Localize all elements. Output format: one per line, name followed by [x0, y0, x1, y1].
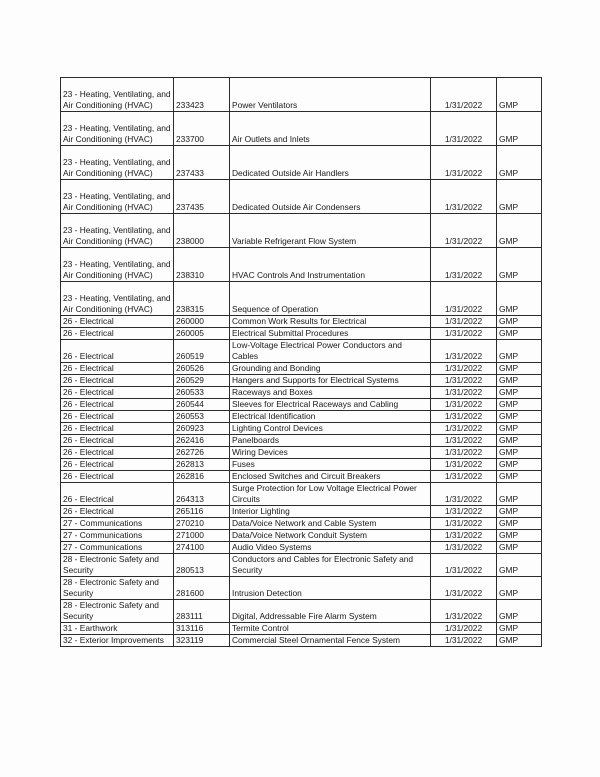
section-number-cell: 262813: [174, 459, 230, 471]
section-name-cell: HVAC Controls And Instrumentation: [230, 248, 431, 282]
section-number-cell: 260923: [174, 423, 230, 435]
date-cell: 1/31/2022: [431, 387, 497, 399]
package-type-cell: GMP: [497, 459, 542, 471]
table-row: [61, 554, 542, 577]
table-row: [61, 146, 542, 180]
package-type-cell: GMP: [497, 447, 542, 459]
division-cell: 28 - Electronic Safety and Security: [61, 554, 174, 577]
division-cell: 26 - Electrical: [61, 459, 174, 471]
section-name-cell: Dedicated Outside Air Condensers: [230, 180, 431, 214]
table-row: [61, 518, 542, 530]
package-type-cell: GMP: [497, 180, 542, 214]
package-type-cell: GMP: [497, 248, 542, 282]
package-type-cell: GMP: [497, 506, 542, 518]
table-row: [61, 435, 542, 447]
section-name-cell: Electrical Identification: [230, 411, 431, 423]
division-cell: 27 - Communications: [61, 542, 174, 554]
package-type-cell: GMP: [497, 600, 542, 623]
table-row: [61, 459, 542, 471]
package-type-cell: GMP: [497, 635, 542, 647]
section-name-cell: Conductors and Cables for Electronic Safety and Security: [230, 554, 431, 577]
section-number-cell: 238000: [174, 214, 230, 248]
section-name-cell: Common Work Results for Electrical: [230, 316, 431, 328]
section-name-cell: Wiring Devices: [230, 447, 431, 459]
table-row: [61, 542, 542, 554]
specification-schedule-table: [60, 77, 542, 647]
table-row: [61, 411, 542, 423]
table-row: [61, 282, 542, 316]
division-cell: 26 - Electrical: [61, 423, 174, 435]
date-cell: 1/31/2022: [431, 435, 497, 447]
date-cell: 1/31/2022: [431, 146, 497, 180]
section-name-cell: Intrusion Detection: [230, 577, 431, 600]
table-row: [61, 363, 542, 375]
section-number-cell: 260544: [174, 399, 230, 411]
section-name-cell: Interior Lighting: [230, 506, 431, 518]
section-number-cell: 260529: [174, 375, 230, 387]
date-cell: 1/31/2022: [431, 248, 497, 282]
date-cell: 1/31/2022: [431, 423, 497, 435]
division-cell: 23 - Heating, Ventilating, and Air Conditioning (HVAC): [61, 146, 174, 180]
section-name-cell: Data/Voice Network Conduit System: [230, 530, 431, 542]
table-row: [61, 248, 542, 282]
section-name-cell: Fuses: [230, 459, 431, 471]
section-number-cell: 265116: [174, 506, 230, 518]
package-type-cell: GMP: [497, 316, 542, 328]
division-cell: 26 - Electrical: [61, 363, 174, 375]
date-cell: 1/31/2022: [431, 542, 497, 554]
date-cell: 1/31/2022: [431, 411, 497, 423]
section-number-cell: 313116: [174, 623, 230, 635]
section-name-cell: Electrical Submittal Procedures: [230, 328, 431, 340]
date-cell: 1/31/2022: [431, 282, 497, 316]
package-type-cell: GMP: [497, 399, 542, 411]
date-cell: 1/31/2022: [431, 554, 497, 577]
table-row: [61, 375, 542, 387]
package-type-cell: GMP: [497, 435, 542, 447]
package-type-cell: GMP: [497, 146, 542, 180]
section-number-cell: 270210: [174, 518, 230, 530]
package-type-cell: GMP: [497, 375, 542, 387]
section-number-cell: 280513: [174, 554, 230, 577]
table-row: [61, 577, 542, 600]
section-name-cell: Variable Refrigerant Flow System: [230, 214, 431, 248]
date-cell: 1/31/2022: [431, 447, 497, 459]
section-number-cell: 260005: [174, 328, 230, 340]
table-row: [61, 112, 542, 146]
division-cell: 23 - Heating, Ventilating, and Air Conditioning (HVAC): [61, 112, 174, 146]
package-type-cell: GMP: [497, 78, 542, 112]
date-cell: 1/31/2022: [431, 375, 497, 387]
package-type-cell: GMP: [497, 623, 542, 635]
table-row: [61, 600, 542, 623]
date-cell: 1/31/2022: [431, 530, 497, 542]
date-cell: 1/31/2022: [431, 506, 497, 518]
date-cell: 1/31/2022: [431, 340, 497, 363]
section-name-cell: Commercial Steel Ornamental Fence System: [230, 635, 431, 647]
division-cell: 26 - Electrical: [61, 340, 174, 363]
date-cell: 1/31/2022: [431, 623, 497, 635]
date-cell: 1/31/2022: [431, 600, 497, 623]
section-number-cell: 237433: [174, 146, 230, 180]
date-cell: 1/31/2022: [431, 471, 497, 483]
date-cell: 1/31/2022: [431, 328, 497, 340]
date-cell: 1/31/2022: [431, 180, 497, 214]
section-name-cell: Grounding and Bonding: [230, 363, 431, 375]
package-type-cell: GMP: [497, 282, 542, 316]
table-row: [61, 328, 542, 340]
section-number-cell: 238310: [174, 248, 230, 282]
section-name-cell: Surge Protection for Low Voltage Electrical Power Circuits: [230, 483, 431, 506]
section-number-cell: 262416: [174, 435, 230, 447]
division-cell: 26 - Electrical: [61, 483, 174, 506]
section-number-cell: 262816: [174, 471, 230, 483]
division-cell: 26 - Electrical: [61, 328, 174, 340]
section-name-cell: Raceways and Boxes: [230, 387, 431, 399]
section-name-cell: Termite Control: [230, 623, 431, 635]
package-type-cell: GMP: [497, 112, 542, 146]
table-row: [61, 506, 542, 518]
section-number-cell: 260000: [174, 316, 230, 328]
date-cell: 1/31/2022: [431, 316, 497, 328]
table-row: [61, 623, 542, 635]
table-row: [61, 340, 542, 363]
package-type-cell: GMP: [497, 471, 542, 483]
table-row: [61, 471, 542, 483]
division-cell: 26 - Electrical: [61, 411, 174, 423]
table-row: [61, 214, 542, 248]
section-number-cell: 233700: [174, 112, 230, 146]
table-row: [61, 530, 542, 542]
division-cell: 26 - Electrical: [61, 387, 174, 399]
section-name-cell: Lighting Control Devices: [230, 423, 431, 435]
package-type-cell: GMP: [497, 328, 542, 340]
division-cell: 23 - Heating, Ventilating, and Air Conditioning (HVAC): [61, 214, 174, 248]
table-row: [61, 635, 542, 647]
package-type-cell: GMP: [497, 387, 542, 399]
section-name-cell: Hangers and Supports for Electrical Systems: [230, 375, 431, 387]
package-type-cell: GMP: [497, 577, 542, 600]
section-number-cell: 323119: [174, 635, 230, 647]
division-cell: 26 - Electrical: [61, 471, 174, 483]
section-name-cell: Air Outlets and Inlets: [230, 112, 431, 146]
package-type-cell: GMP: [497, 483, 542, 506]
table-row: [61, 316, 542, 328]
date-cell: 1/31/2022: [431, 483, 497, 506]
date-cell: 1/31/2022: [431, 363, 497, 375]
division-cell: 31 - Earthwork: [61, 623, 174, 635]
section-number-cell: 238315: [174, 282, 230, 316]
table-row: [61, 483, 542, 506]
date-cell: 1/31/2022: [431, 78, 497, 112]
division-cell: 26 - Electrical: [61, 435, 174, 447]
division-cell: 23 - Heating, Ventilating, and Air Conditioning (HVAC): [61, 282, 174, 316]
section-number-cell: 260533: [174, 387, 230, 399]
division-cell: 23 - Heating, Ventilating, and Air Conditioning (HVAC): [61, 180, 174, 214]
date-cell: 1/31/2022: [431, 459, 497, 471]
package-type-cell: GMP: [497, 214, 542, 248]
section-name-cell: Dedicated Outside Air Handlers: [230, 146, 431, 180]
section-number-cell: 281600: [174, 577, 230, 600]
section-number-cell: 233423: [174, 78, 230, 112]
division-cell: 26 - Electrical: [61, 506, 174, 518]
date-cell: 1/31/2022: [431, 577, 497, 600]
division-cell: 26 - Electrical: [61, 447, 174, 459]
date-cell: 1/31/2022: [431, 112, 497, 146]
date-cell: 1/31/2022: [431, 635, 497, 647]
division-cell: 23 - Heating, Ventilating, and Air Conditioning (HVAC): [61, 78, 174, 112]
date-cell: 1/31/2022: [431, 518, 497, 530]
section-number-cell: 271000: [174, 530, 230, 542]
table-row: [61, 180, 542, 214]
division-cell: 23 - Heating, Ventilating, and Air Conditioning (HVAC): [61, 248, 174, 282]
package-type-cell: GMP: [497, 423, 542, 435]
package-type-cell: GMP: [497, 542, 542, 554]
package-type-cell: GMP: [497, 340, 542, 363]
section-number-cell: 237435: [174, 180, 230, 214]
section-number-cell: 274100: [174, 542, 230, 554]
section-name-cell: Enclosed Switches and Circuit Breakers: [230, 471, 431, 483]
package-type-cell: GMP: [497, 530, 542, 542]
division-cell: 26 - Electrical: [61, 316, 174, 328]
package-type-cell: GMP: [497, 554, 542, 577]
section-name-cell: Digital, Addressable Fire Alarm System: [230, 600, 431, 623]
section-name-cell: Data/Voice Network and Cable System: [230, 518, 431, 530]
division-cell: 28 - Electronic Safety and Security: [61, 600, 174, 623]
section-name-cell: Power Ventilators: [230, 78, 431, 112]
section-name-cell: Audio Video Systems: [230, 542, 431, 554]
package-type-cell: GMP: [497, 518, 542, 530]
date-cell: 1/31/2022: [431, 214, 497, 248]
table-row: [61, 447, 542, 459]
table-row: [61, 423, 542, 435]
table-row: [61, 387, 542, 399]
section-number-cell: 260519: [174, 340, 230, 363]
division-cell: 28 - Electronic Safety and Security: [61, 577, 174, 600]
division-cell: 32 - Exterior Improvements: [61, 635, 174, 647]
package-type-cell: GMP: [497, 411, 542, 423]
section-number-cell: 260526: [174, 363, 230, 375]
section-number-cell: 262726: [174, 447, 230, 459]
package-type-cell: GMP: [497, 363, 542, 375]
date-cell: 1/31/2022: [431, 399, 497, 411]
section-name-cell: Panelboards: [230, 435, 431, 447]
division-cell: 27 - Communications: [61, 530, 174, 542]
section-number-cell: 260553: [174, 411, 230, 423]
section-number-cell: 283111: [174, 600, 230, 623]
table-row: [61, 78, 542, 112]
division-cell: 27 - Communications: [61, 518, 174, 530]
section-name-cell: Sequence of Operation: [230, 282, 431, 316]
division-cell: 26 - Electrical: [61, 375, 174, 387]
section-number-cell: 264313: [174, 483, 230, 506]
division-cell: 26 - Electrical: [61, 399, 174, 411]
section-name-cell: Low-Voltage Electrical Power Conductors and Cables: [230, 340, 431, 363]
table-row: [61, 399, 542, 411]
section-name-cell: Sleeves for Electrical Raceways and Cabling: [230, 399, 431, 411]
